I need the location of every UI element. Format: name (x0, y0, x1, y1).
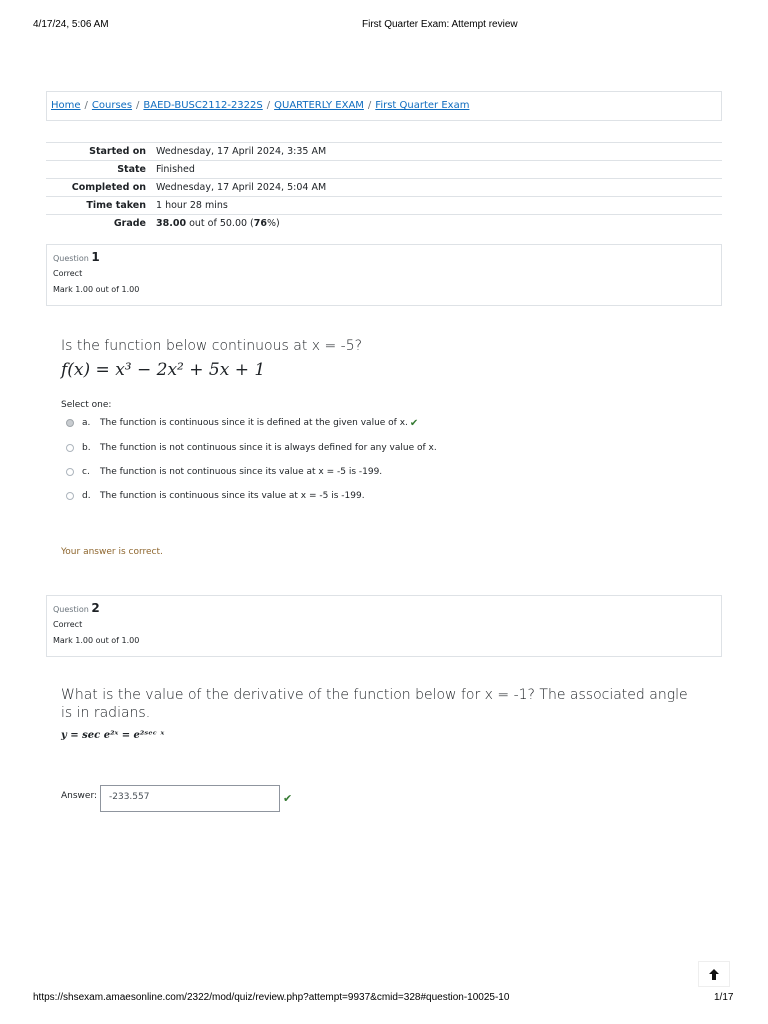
breadcrumb-separator: / (84, 100, 88, 111)
option-text: The function is continuous since its value at x = -5 is -199. (100, 491, 365, 501)
attempt-summary-table (46, 142, 722, 233)
option-text: The function is not continuous since its value at x = -5 is -199. (100, 467, 383, 477)
option-text: The function is continuous since it is defined at the given value of x. (100, 418, 408, 428)
grade-percent: 76 (253, 218, 267, 230)
question-1-formula: f(x) = x³ − 2x² + 5x + 1 (61, 360, 266, 380)
option-letter: a. (82, 418, 91, 428)
question-mark: Mark 1.00 out of 1.00 (53, 636, 140, 645)
select-one-prompt: Select one: (61, 400, 112, 410)
answer-option-c[interactable] (66, 465, 382, 479)
started-value: Wednesday, 17 April 2024, 3:35 AM (154, 143, 722, 161)
grade-out-of: out of 50.00 ( (186, 218, 254, 230)
breadcrumb-home[interactable]: Home (51, 100, 81, 111)
check-icon: ✔ (283, 792, 293, 805)
question-number (53, 601, 715, 615)
time-taken-label: Time taken (46, 197, 154, 215)
question-number-value: 1 (91, 250, 100, 264)
state-label: State (46, 161, 154, 179)
question-2-info (46, 595, 722, 657)
question-2-text: What is the value of the derivative of the function below for x = -1? The associated angle is in radians. (61, 687, 688, 721)
grade-score: 38.00 (156, 218, 187, 230)
question-2-formula: y = sec e²ˣ = e²ˢᵉᶜ ˣ (61, 730, 165, 741)
question-mark: Mark 1.00 out of 1.00 (53, 285, 140, 294)
grade-label: Grade (46, 215, 154, 233)
option-letter: c. (82, 467, 90, 477)
option-letter: b. (82, 443, 91, 453)
time-taken-value: 1 hour 28 mins (154, 197, 722, 215)
question-number (53, 250, 715, 264)
breadcrumb-courses[interactable]: Courses (91, 100, 133, 111)
answer-input[interactable]: -233.557 (100, 785, 280, 812)
grade-value (154, 215, 722, 233)
radio-c[interactable] (66, 468, 74, 476)
back-to-top-button[interactable] (698, 961, 730, 987)
radio-b[interactable] (66, 444, 74, 452)
question-1-text: Is the function below continuous at x = -5? (61, 338, 363, 354)
print-url: https://shsexam.amaesonline.com/2322/mod/quiz/review.php?attempt=9937&cmid=328#question-10025-10 (33, 992, 510, 1003)
question-status: Correct (53, 269, 83, 278)
breadcrumb-separator: / (367, 100, 372, 111)
grade-end: %) (267, 218, 280, 230)
breadcrumb-separator: / (136, 100, 140, 111)
answer-option-b[interactable] (66, 441, 437, 455)
arrow-up-icon (709, 969, 719, 980)
question-1-feedback: Your answer is correct. (61, 547, 163, 557)
started-label: Started on (46, 143, 154, 161)
summary-row-completed (46, 179, 722, 197)
question-number-value: 2 (91, 601, 100, 615)
check-icon: ✔ (409, 417, 419, 429)
breadcrumb-section[interactable]: QUARTERLY EXAM (274, 100, 364, 111)
summary-row-started (46, 143, 722, 161)
option-text: The function is not continuous since it is always defined for any value of x. (100, 443, 437, 453)
question-status: Correct (53, 620, 83, 629)
state-value: Finished (154, 161, 722, 179)
answer-label: Answer: (61, 791, 98, 801)
completed-label: Completed on (46, 179, 154, 197)
breadcrumb-quiz[interactable]: First Quarter Exam (375, 100, 470, 111)
answer-option-d[interactable] (66, 489, 365, 503)
breadcrumb-course[interactable]: BAED-BUSC2112-2322S (143, 100, 263, 111)
summary-row-state (46, 161, 722, 179)
breadcrumb (46, 91, 722, 121)
summary-row-grade (46, 215, 722, 233)
print-datetime: 4/17/24, 5:06 AM (33, 19, 109, 30)
print-page-number: 1/17 (714, 992, 734, 1003)
answer-option-a[interactable] (66, 416, 418, 430)
print-page-title: First Quarter Exam: Attempt review (362, 19, 518, 30)
summary-row-time (46, 197, 722, 215)
question-label: Question (53, 605, 89, 614)
question-1-info (46, 244, 722, 306)
breadcrumb-separator: / (266, 100, 271, 111)
completed-value: Wednesday, 17 April 2024, 5:04 AM (154, 179, 722, 197)
question-label: Question (53, 254, 89, 263)
radio-a[interactable] (66, 419, 74, 427)
option-letter: d. (82, 491, 91, 501)
radio-d[interactable] (66, 492, 74, 500)
